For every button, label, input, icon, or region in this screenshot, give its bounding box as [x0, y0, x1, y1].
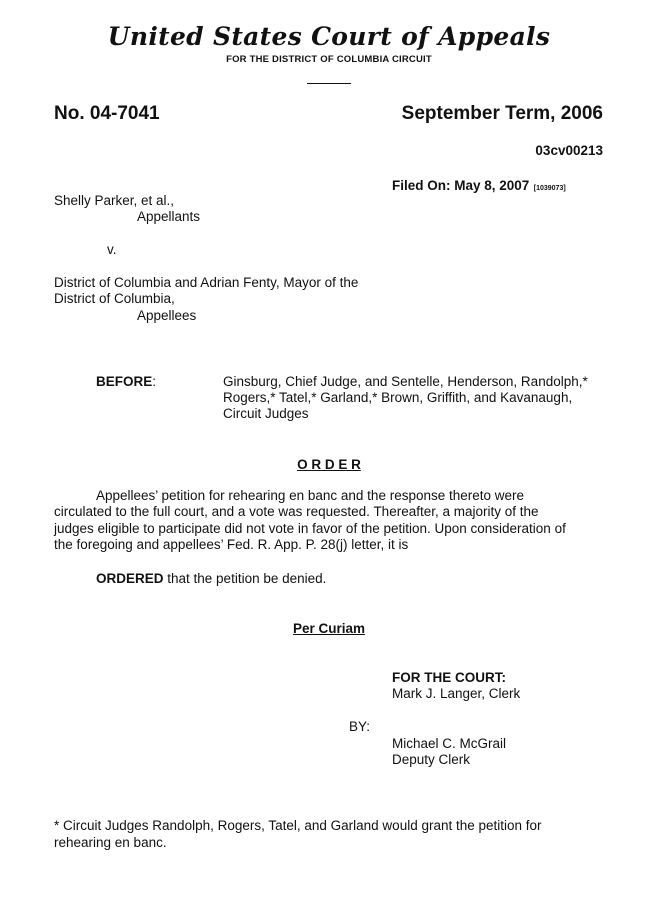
doc-number: [1039073]: [533, 185, 566, 192]
before-judges-line-3: Circuit Judges: [223, 406, 309, 421]
appellants-role: Appellants: [137, 209, 201, 224]
deputy-title: Deputy Clerk: [392, 752, 471, 767]
order-para-line-2: circulated to the full court, and a vote was requested. Thereafter, a majority of the: [54, 504, 539, 519]
filed-label: Filed On: May 8, 2007: [392, 178, 530, 193]
order-para-line-3: judges eligible to participate did not vote in favor of the petition. Upon consideration of: [54, 521, 566, 536]
court-subtitle: FOR THE DISTRICT OF COLUMBIA CIRCUIT: [226, 54, 432, 65]
footnote-line-1: * Circuit Judges Randolph, Rogers, Tatel, and Garland would grant the petition for: [54, 818, 542, 833]
lower-case-number: 03cv00213: [535, 143, 603, 158]
ordered-sentence: ORDERED that the petition be denied.: [96, 571, 327, 586]
before-label: BEFORE:: [96, 374, 157, 389]
per-curiam: Per Curiam: [292, 621, 366, 636]
footnote-line-2: rehearing en banc.: [54, 835, 167, 850]
versus: v.: [107, 242, 117, 257]
appellees-role: Appellees: [137, 308, 197, 323]
before-judges-line-1: Ginsburg, Chief Judge, and Sentelle, Henderson, Randolph,*: [223, 374, 588, 389]
appellants-name: Shelly Parker, et al.,: [54, 193, 175, 208]
case-number: No. 04-7041: [54, 103, 160, 124]
header-divider: [307, 83, 351, 84]
before-judges-line-2: Rogers,* Tatel,* Garland,* Brown, Griffith, and Kavanaugh,: [223, 390, 573, 405]
clerk-name: Mark J. Langer, Clerk: [392, 686, 521, 701]
order-para-line-4: the foregoing and appellees’ Fed. R. App. P. 28(j) letter, it is: [54, 537, 409, 552]
order-para-line-1: Appellees’ petition for rehearing en banc and the response thereto were: [96, 488, 525, 503]
appellees-line-2: District of Columbia,: [54, 291, 175, 306]
by-label: BY:: [349, 719, 371, 734]
term: September Term, 2006: [401, 103, 603, 124]
deputy-name: Michael C. McGrail: [392, 736, 507, 751]
court-name: United States Court of Appeals: [107, 22, 551, 51]
for-the-court: FOR THE COURT:: [392, 670, 506, 685]
filed-on: [392, 177, 566, 195]
order-title: O R D E R: [297, 457, 361, 472]
appellees-line-1: District of Columbia and Adrian Fenty, Mayor of the: [54, 275, 359, 290]
